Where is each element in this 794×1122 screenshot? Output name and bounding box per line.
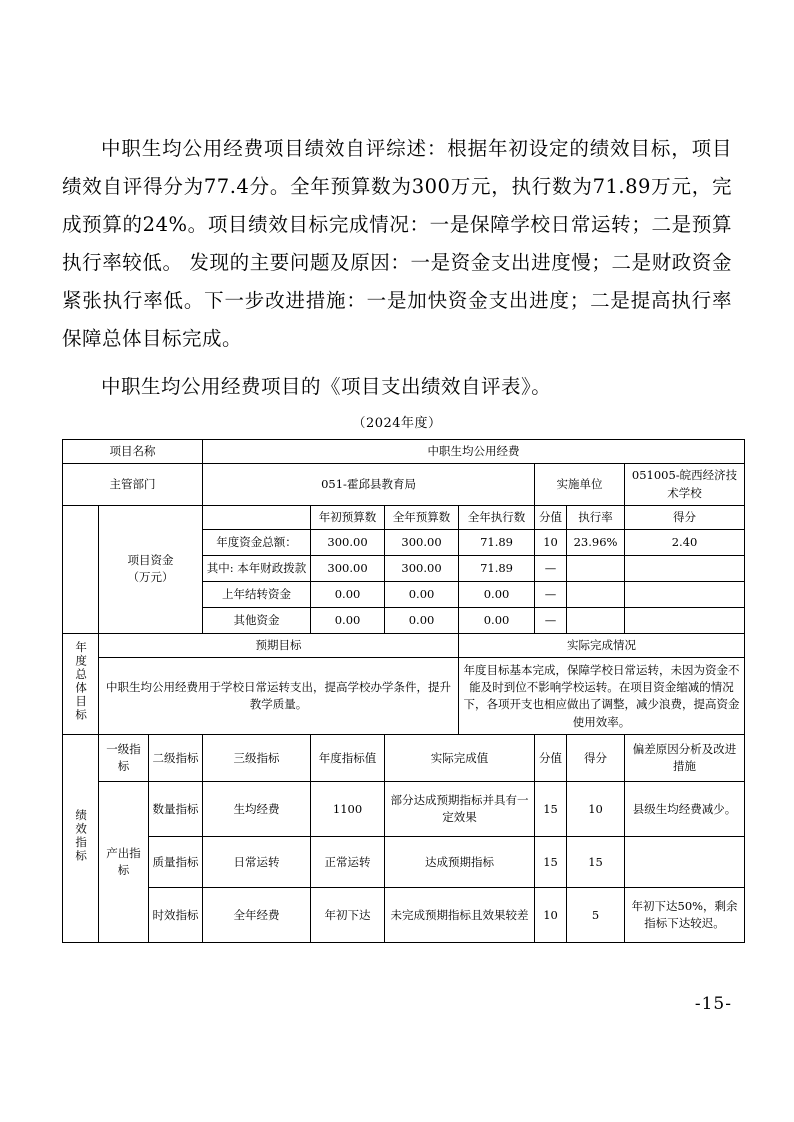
perf-row-actual: 达成预期指标	[385, 837, 535, 888]
implementing-unit-value: 051005-皖西经济技术学校	[625, 464, 745, 506]
funds-header-executed: 全年执行数	[459, 505, 535, 529]
perf-row-score: 5	[567, 888, 625, 943]
funds-header-annual: 全年预算数	[385, 505, 459, 529]
table-row	[63, 837, 745, 888]
perf-row-deviation	[625, 837, 745, 888]
table-row	[63, 782, 745, 837]
funds-row-score: 2.40	[625, 530, 745, 556]
summary-paragraph: 中职生均公用经费项目绩效自评综述：根据年初设定的绩效目标，项目绩效自评得分为77.4分。全年预算数为300万元，执行数为71.89万元，完成预算的24%。项目绩效目标完成情况：一是保障学校日常运转；二是预算执行率较低。 发现的主要问题及原因：一是资金支出进度慢；二是财政资金紧张执行率低。下一步改进措施：一是加快资金支出进度；二是提高执行率保障总体目标完成。	[62, 137, 732, 350]
year-label: （2024年度）	[352, 416, 442, 431]
funds-row-score	[625, 582, 745, 608]
implementing-unit-label: 实施单位	[535, 464, 625, 506]
perf-row-target: 年初下达	[311, 888, 385, 943]
funds-row-executed: 0.00	[459, 608, 535, 634]
perf-row-score: 10	[567, 782, 625, 837]
department-value: 051-霍邱县教育局	[203, 464, 535, 506]
perf-header-deviation: 偏差原因分析及改进措施	[625, 735, 745, 782]
funds-row-score-value: —	[535, 556, 567, 582]
funds-label-line2: （万元）	[127, 570, 174, 585]
funds-row-annual: 0.00	[385, 582, 459, 608]
perf-row-score-value: 15	[535, 782, 567, 837]
perf-group-label: 产出指标	[99, 782, 149, 943]
perf-row-actual: 未完成预期指标且效果较差	[385, 888, 535, 943]
table-row	[63, 658, 745, 735]
table-row	[63, 888, 745, 943]
actual-goal-header: 实际完成情况	[459, 634, 745, 658]
table-row	[63, 735, 745, 782]
funds-row-begin: 0.00	[311, 582, 385, 608]
perf-row-level3: 生均经费	[203, 782, 311, 837]
perf-header-actual: 实际完成值	[385, 735, 535, 782]
funds-row-name: 年度资金总额：	[203, 530, 311, 556]
expected-goal-text: 中职生均公用经费用于学校日常运转支出，提高学校办学条件，提升教学质量。	[99, 658, 459, 735]
perf-row-level2: 质量指标	[149, 837, 203, 888]
funds-row-score	[625, 608, 745, 634]
funds-label-line1: 项目资金	[127, 553, 174, 568]
perf-header-score-value: 分值	[535, 735, 567, 782]
perf-row-actual: 部分达成预期指标并具有一定效果	[385, 782, 535, 837]
funds-row-rate	[567, 608, 625, 634]
funds-header-score-value: 分值	[535, 505, 567, 529]
perf-row-level3: 全年经费	[203, 888, 311, 943]
funds-header-begin: 年初预算数	[311, 505, 385, 529]
table-row	[63, 440, 745, 464]
funds-row-annual: 0.00	[385, 608, 459, 634]
perf-row-target: 1100	[311, 782, 385, 837]
funds-row-begin: 300.00	[311, 530, 385, 556]
funds-row-rate	[567, 556, 625, 582]
funds-row-score-value: —	[535, 608, 567, 634]
table-row	[63, 634, 745, 658]
funds-row-score	[625, 556, 745, 582]
project-name-label: 项目名称	[63, 440, 203, 464]
table-row	[63, 464, 745, 506]
perf-header-level3: 三级指标	[203, 735, 311, 782]
funds-row-executed: 0.00	[459, 582, 535, 608]
perf-header-target: 年度指标值	[311, 735, 385, 782]
perf-header-level2: 二级指标	[149, 735, 203, 782]
page-number: -15-	[694, 994, 732, 1014]
actual-goal-text: 年度目标基本完成，保障学校日常运转，未因为资金不能及时到位不影响学校运转。在项目资金缩减的情况下，各项开支也相应做出了调整，减少浪费，提高资金使用效率。	[459, 658, 745, 735]
funds-row-rate	[567, 582, 625, 608]
perf-row-target: 正常运转	[311, 837, 385, 888]
performance-side-label: 绩效指标	[63, 735, 99, 943]
perf-row-score-value: 15	[535, 837, 567, 888]
funds-row-name: 上年结转资金	[203, 582, 311, 608]
perf-header-level1: 一级指标	[99, 735, 149, 782]
perf-row-score-value: 10	[535, 888, 567, 943]
funds-label	[99, 505, 203, 633]
perf-row-deviation: 县级生均经费减少。	[625, 782, 745, 837]
funds-row-annual: 300.00	[385, 530, 459, 556]
table-intro-paragraph: 中职生均公用经费项目的《项目支出绩效自评表》。	[101, 375, 552, 398]
funds-header-score: 得分	[625, 505, 745, 529]
funds-row-annual: 300.00	[385, 556, 459, 582]
department-label: 主管部门	[63, 464, 203, 506]
performance-self-evaluation-table	[62, 439, 745, 943]
perf-row-level3: 日常运转	[203, 837, 311, 888]
funds-row-begin: 300.00	[311, 556, 385, 582]
funds-col-name-blank	[203, 505, 311, 529]
funds-row-executed: 71.89	[459, 530, 535, 556]
funds-row-score-value: 10	[535, 530, 567, 556]
funds-row-name: 其他资金	[203, 608, 311, 634]
expected-goal-header: 预期目标	[99, 634, 459, 658]
perf-row-level2: 时效指标	[149, 888, 203, 943]
perf-header-score: 得分	[567, 735, 625, 782]
perf-row-deviation: 年初下达50%，剩余指标下达较迟。	[625, 888, 745, 943]
perf-row-score: 15	[567, 837, 625, 888]
perf-row-level2: 数量指标	[149, 782, 203, 837]
funds-row-name: 其中: 本年财政拨款	[203, 556, 311, 582]
project-name-value: 中职生均公用经费	[203, 440, 745, 464]
annual-goal-side-label: 年度总体目标	[63, 634, 99, 735]
table-row	[63, 505, 745, 529]
funds-row-score-value: —	[535, 582, 567, 608]
funds-row-executed: 71.89	[459, 556, 535, 582]
funds-row-begin: 0.00	[311, 608, 385, 634]
funds-header-rate: 执行率	[567, 505, 625, 529]
funds-row-rate: 23.96%	[567, 530, 625, 556]
